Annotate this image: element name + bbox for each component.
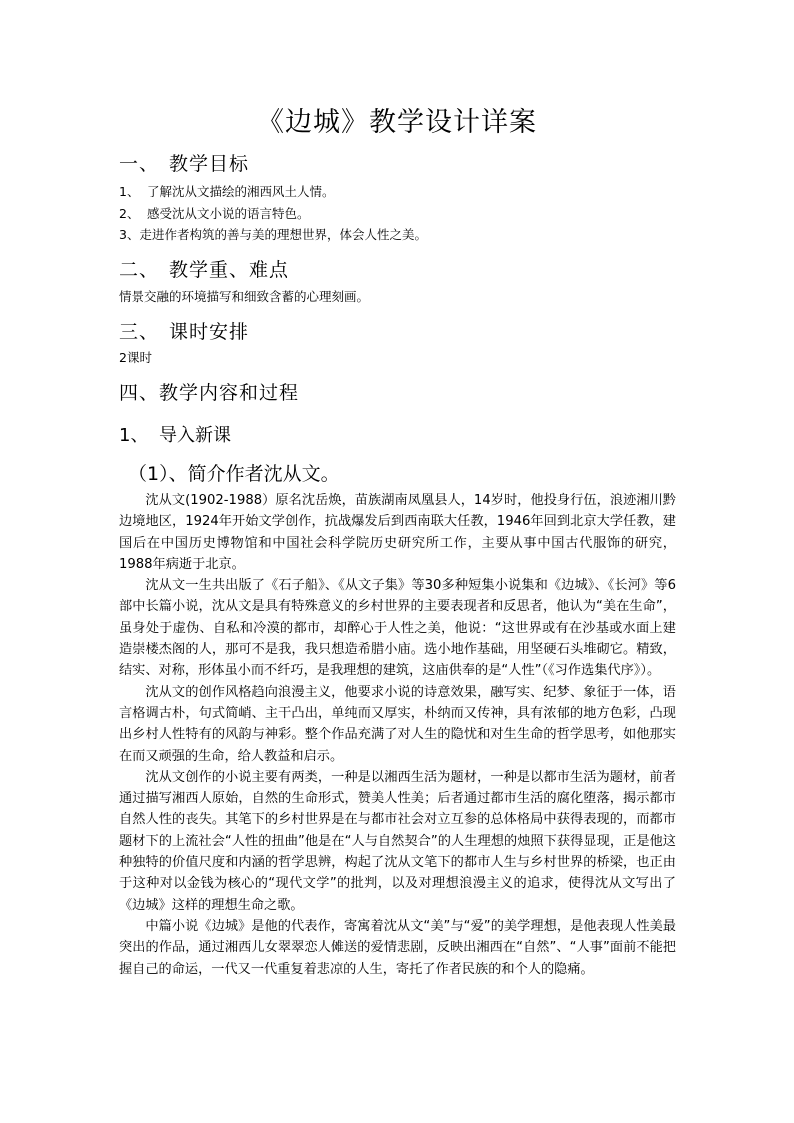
- section-number: 二、: [119, 259, 160, 281]
- list-item: [119, 225, 427, 243]
- subsection-number: 1、: [119, 425, 149, 446]
- paragraph: 中篇小说《边城》是他的代表作，寄寓着沈从文“美”与“爱”的美学理想，是他表现人性美最突出的作品，通过湘西儿女翠翠恋人傩送的爱情悲剧，反映出湘西在“自然”、“人事”面前不能把握自己的命运，一代又一代重复着悲凉的人生，寄托了作者民族的和个人的隐痛。: [119, 918, 676, 977]
- list-item: [119, 182, 335, 200]
- document-title: 《边城》教学设计详案: [257, 107, 537, 138]
- paragraph: 沈从文一生共出版了《石子船》、《从文子集》等30多种短集小说集和《边城》、《长河》等6部中长篇小说，沈从文是具有特殊意义的乡村世界的主要表现者和反思者，他认为“美在生命”，虽身处于虚伪、自私和冷漠的都市，却醉心于人性之美，他说：“这世界或有在沙基或水面上建造崇楼杰阁的人，那可不是我，我只想造希腊小庙。选小地作基础，用坚硬石头堆砌它。精致，结实、对称，形体虽小而不纤巧，是我理想的建筑，这庙供奉的是“人性”（《习作选集代序》）。: [119, 578, 676, 679]
- list-item-number: 2、: [119, 206, 140, 221]
- section-title: 教学重、难点: [169, 259, 290, 281]
- list-item-text: 感受沈从文小说的语言特色。: [147, 206, 310, 221]
- section-heading-content: 四、教学内容和过程: [119, 382, 300, 404]
- body-text: [119, 490, 676, 980]
- subsection-heading: [119, 421, 231, 447]
- paragraph: 沈从文创作的小说主要有两类，一种是以湘西生活为题材，一种是以都市生活为题材，前者通过描写湘西人原始，自然的生命形式，赞美人性美；后者通过都市生活的腐化堕落，揭示都市自然人性的丧失。其笔下的乡村世界是在与都市社会对立互参的总体格局中获得表现的，而都市题材下的上流社会“人性的扭曲”他是在“人与自然契合”的人生理想的烛照下获得显现，正是他这种独特的价值尺度和内涵的哲学思辨，构起了沈从文笔下的都市人生与乡村世界的桥梁，也正由于这种对以金钱为核心的“现代文学”的批判，以及对理想浪漫主义的追求，使得沈从文写出了《边城》这样的理想生命之歌。: [119, 769, 676, 913]
- section-text: 2课时: [119, 350, 152, 365]
- section-heading-objectives: [119, 149, 249, 176]
- subsection-title: 导入新课: [159, 425, 231, 446]
- list-item: [119, 204, 310, 222]
- list-item-text: 了解沈从文描绘的湘西风土人情。: [147, 184, 335, 199]
- section-number: 一、: [119, 153, 160, 175]
- list-item-number: 1、: [119, 184, 140, 199]
- subsubsection-heading: （1）、简介作者沈从文。: [128, 463, 340, 485]
- list-item-number: 3、: [119, 227, 140, 242]
- section-title: 课时安排: [169, 321, 250, 343]
- section-heading-key-points: [119, 255, 289, 282]
- list-item-text: 走进作者构筑的善与美的理想世界，体会人性之美。: [139, 227, 427, 242]
- section-text: 情景交融的环境描写和细致含蓄的心理刻画。: [119, 289, 370, 304]
- paragraph: 沈从文(1902-1988）原名沈岳焕，苗族湖南凤凰县人，14岁时，他投身行伍，浪迹湘川黔边境地区，1924年开始文学创作，抗战爆发后到西南联大任教，1946年回到北京大学任教，建国后在中国历史博物馆和中国社会科学院历史研究所工作，主要从事中国古代服饰的研究，1988年病逝于北京。: [119, 493, 676, 572]
- paragraph: 沈从文的创作风格趋向浪漫主义，他要求小说的诗意效果，融写实、纪梦、象征于一体，语言格调古朴，句式简峭、主干凸出，单纯而又厚实，朴纳而又传神，具有浓郁的地方色彩，凸现出乡村人性特有的风韵与神彩。整个作品充满了对人生的隐忧和对生生命的哲学思考，如他那实在而又顽强的生命，给人教益和启示。: [119, 684, 676, 764]
- section-number: 三、: [119, 321, 160, 343]
- section-title: 教学目标: [169, 153, 250, 175]
- section-heading-schedule: [119, 317, 249, 344]
